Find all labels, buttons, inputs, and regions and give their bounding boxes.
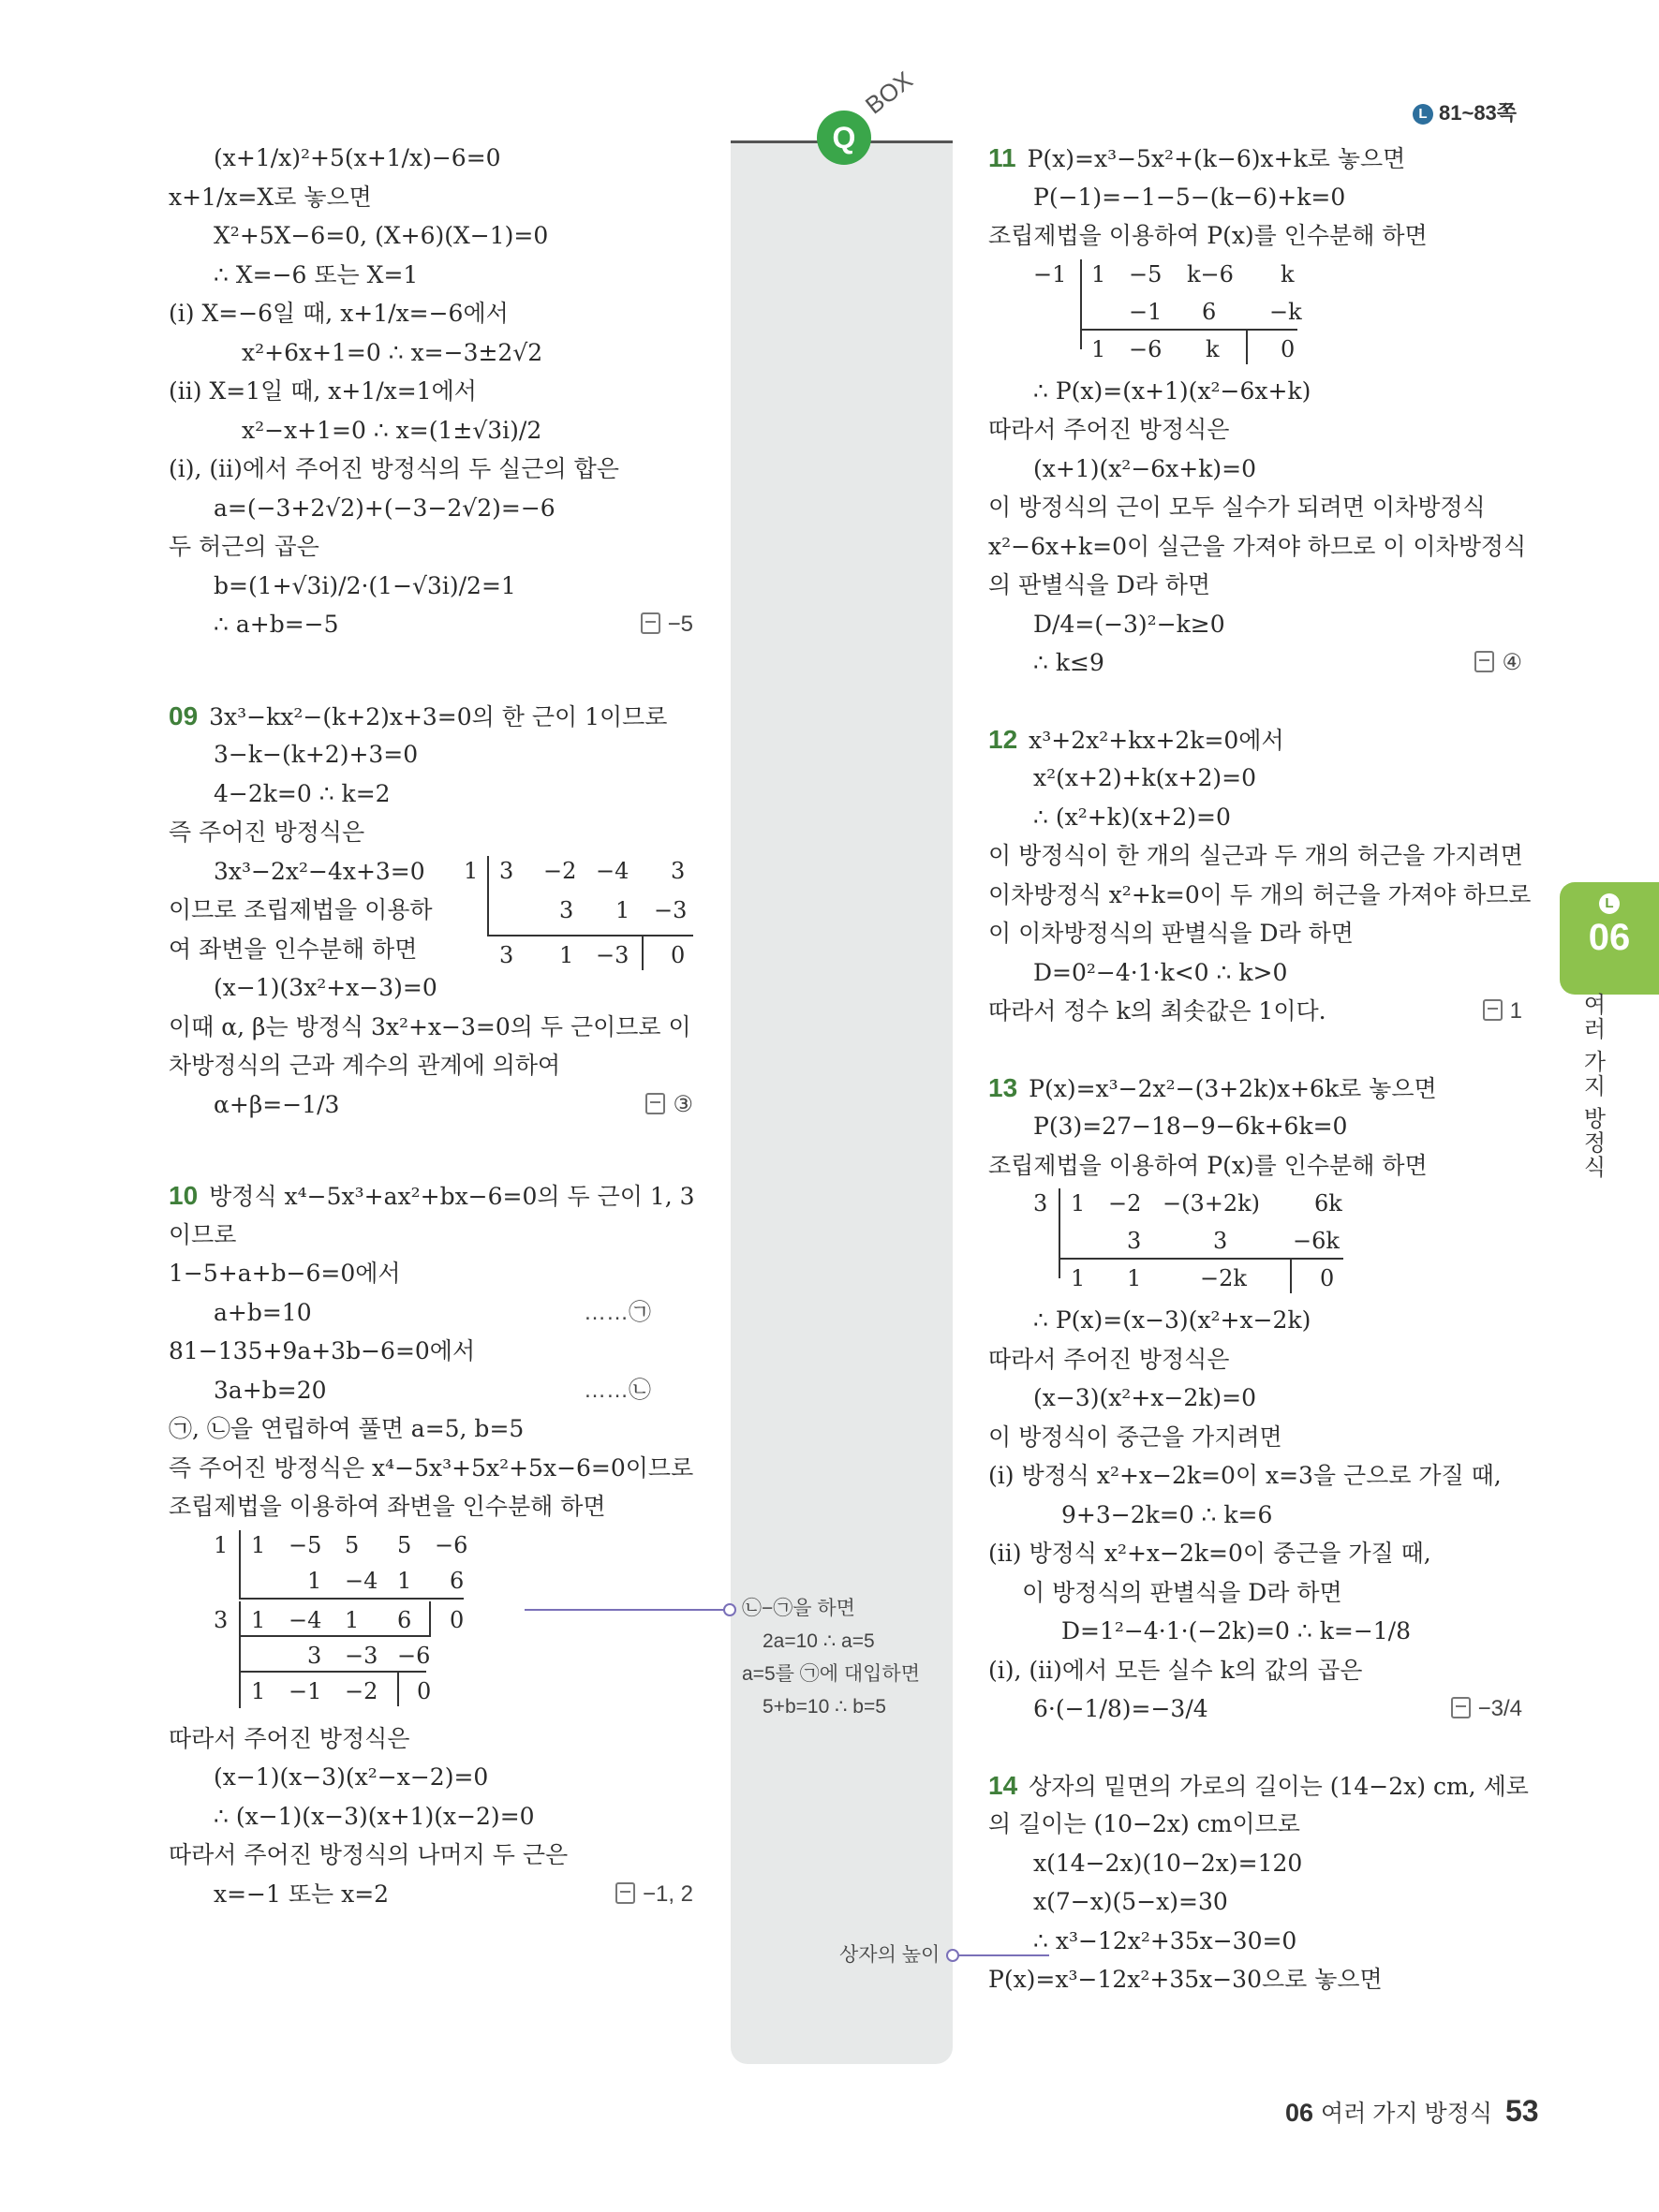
page-number: 53 <box>1505 2094 1539 2128</box>
equation-line: 3a+b=20 ……㉡ <box>169 1371 693 1410</box>
answer-mark: ④ <box>1474 643 1522 683</box>
text-line: 즉 주어진 방정식은 <box>169 818 365 846</box>
equation-line: x²+6x+1=0 ∴ x=−3±2√2 <box>242 338 543 366</box>
answer-line: ∴ a+b=−5 −5 <box>169 605 693 644</box>
text-line: 따라서 주어진 방정식의 나머지 두 근은 <box>169 1841 569 1868</box>
equation-line: ∴ (x−1)(x−3)(x+1)(x−2)=0 <box>214 1802 535 1830</box>
answer-mark: −1, 2 <box>615 1875 693 1914</box>
equation-line: x(7−x)(5−x)=30 <box>1033 1888 1228 1915</box>
problem-number: 13 <box>988 1072 1018 1102</box>
equation-line: ∴ X=−6 또는 X=1 <box>214 260 419 288</box>
text-line: 두 허근의 곱은 <box>169 533 319 560</box>
problem-13-statement: 13 P(x)=x³−2x²−(3+2k)x+6k로 놓으면 <box>988 1072 1437 1102</box>
equation-line: x²−x+1=0 ∴ x=(1±√3i)/2 <box>242 416 542 444</box>
left-column: (x+1/x)²+5(x+1/x)−6=0 x+1/x=X로 놓으면 X²+5X−6=0, (X+6)(X−1)=0 ∴ X=−6 또는 X=1 (i) X=−6일 때, x+1/x=−6에서 x²+6x+1=0 ∴ x=−3±2√2 (ii) X=1일 때, x+1/x=1에서 x²−x+1=0 ∴ x=(1±√3i)/2 (i), (ii)에서 주어진 방정식의 두 실근의 합은 a=(−3+2√2)+(−3−2√2)=−6 두 허근의 곱은 b=(1+√3i)/2·(1−√3i)/2=1 ∴ a+b=−5 −5 09 3x³−kx²−(k+2)x+3=0의 한 근이 1이므로 3−k−(k+2)+3=0 4−2k=0 ∴ k=2 즉 주어진 방정식은 3x³−2x²−4x+3=0 이므로 조립제법을 이용하 여 좌변을 인수분해 하면 (x−1)(3x²+x−3)=0 1 3 −2 −4 3 3 1 −3 3 1 −3 0 이때 α, β는 방정식 3x²+x−3=0의 두 근이므로 이 차방정식의 근과 계수의 관계에 의하여 α+β=−1/3 ③ 10 방정식 x⁴−5x³+ax²+bx−6=0의 두 근이 1, 3 이므로 1−5+a+b−6=0에서 a+b=10 ……㉠ 81−135+9a+3b−6=0에서 3a+b=20 ……㉡ ㉠, ㉡을 연립하여 풀면 a=5, b=5 즉 주어진 방정식은 x⁴−5x³+5x²+5x−6=0이므로 조립제법을 이용하여 좌변을 인수분해 하면 1 1 −5 5 5 −6 1 −4 1 6 3 1 −4 1 6 0 3 −3 −6 1 −1 −2 0 따라서 주어진 방정식은 (x−1)(x−3)(x²−x−2)=0 ∴ (x−1)(x−3)(x+1)(x−2)=0 따라서 주어진 방정식의 나머지 두 근은 x=−1 또는 x=2 −1, 2 <box>169 139 693 1913</box>
answer-icon <box>1474 651 1494 672</box>
problem-number: 09 <box>169 700 199 730</box>
answer-line: α+β=−1/3 ③ <box>169 1085 693 1125</box>
answer-icon <box>615 1882 635 1904</box>
lesson-badge-icon: L <box>1599 893 1620 914</box>
answer-mark: −3/4 <box>1451 1689 1522 1729</box>
answer-icon <box>645 1093 665 1114</box>
text-line: 조립제법을 이용하여 P(x)를 인수분해 하면 <box>988 222 1428 249</box>
text-line: 이 방정식의 근이 모두 실수가 되려면 이차방정식 <box>988 494 1486 521</box>
answer-mark: ③ <box>645 1085 693 1125</box>
problem-number: 11 <box>988 143 1016 172</box>
note-connector-dot <box>723 1603 736 1616</box>
equation-line: x²(x+2)+k(x+2)=0 <box>1033 764 1256 791</box>
text-line: 이므로 <box>169 1220 237 1248</box>
text-line: 의 판별식을 D라 하면 <box>988 571 1211 598</box>
lesson-badge-icon: L <box>1413 104 1433 125</box>
equation-line: b=(1+√3i)/2·(1−√3i)/2=1 <box>214 571 516 599</box>
equation-line: P(3)=27−18−9−6k+6k=0 <box>1033 1113 1348 1140</box>
problem-number: 10 <box>169 1181 199 1210</box>
qbox-sidebar <box>731 142 953 2064</box>
answer-mark: −5 <box>641 605 693 644</box>
equation-mark: ……㉡ <box>584 1377 651 1403</box>
equation-line: 4−2k=0 ∴ k=2 <box>214 779 391 807</box>
problem-number: 12 <box>988 724 1018 754</box>
text-line: 이 방정식의 판별식을 D라 하면 <box>1022 1578 1342 1606</box>
text-line: 따라서 주어진 방정식은 <box>169 1724 410 1752</box>
equation-line: D=1²−4·1·(−2k)=0 ∴ k=−1/8 <box>1061 1617 1412 1644</box>
equation-line: x(14−2x)(10−2x)=120 <box>1033 1849 1303 1877</box>
answer-icon <box>1451 1697 1471 1718</box>
text-line: 이때 α, β는 방정식 3x²+x−3=0의 두 근이므로 이 <box>169 1012 691 1040</box>
chapter-tab <box>1560 882 1659 995</box>
qbox-label: BOX <box>860 66 918 120</box>
equation-line: (x−3)(x²+x−2k)=0 <box>1033 1384 1256 1411</box>
footer-title: 여러 가지 방정식 <box>1321 2101 1492 2127</box>
text-line: 이므로 조립제법을 이용하 <box>169 896 433 923</box>
text-line: 조립제법을 이용하여 P(x)를 인수분해 하면 <box>988 1151 1428 1179</box>
equation-line: (x−1)(3x²+x−3)=0 <box>214 974 437 1001</box>
chapter-number: 06 <box>1588 917 1631 958</box>
chapter-side-label: 여러 가지 방정식 <box>1579 993 1605 1180</box>
equation-line: D=0²−4·1·k<0 ∴ k>0 <box>1033 958 1288 986</box>
text-line: (i), (ii)에서 모든 실수 k의 값의 곱은 <box>988 1656 1363 1684</box>
answer-line: x=−1 또는 x=2 −1, 2 <box>169 1875 693 1914</box>
text-line: x²−6x+k=0이 실근을 가져야 하므로 이 이차방정식 <box>988 532 1527 560</box>
problem-11-statement: 11 P(x)=x³−5x²+(k−6)x+k로 놓으면 <box>988 143 1406 172</box>
equation-line: (x−1)(x−3)(x²−x−2)=0 <box>214 1763 489 1791</box>
equation-line: 9+3−2k=0 ∴ k=6 <box>1061 1500 1273 1528</box>
equation-line: ∴ (x²+k)(x+2)=0 <box>1033 803 1231 831</box>
text-line: (i), (ii)에서 주어진 방정식의 두 실근의 합은 <box>169 455 619 482</box>
answer-line: 따라서 정수 k의 최솟값은 1이다. 1 <box>988 992 1522 1031</box>
text-line: (i) 방정식 x²+x−2k=0이 x=3을 근으로 가질 때, <box>988 1462 1502 1489</box>
equation-line: D/4=(−3)²−k≥0 <box>1033 610 1225 638</box>
equation-line: 3x³−2x²−4x+3=0 <box>214 857 425 885</box>
problem-09-statement: 09 3x³−kx²−(k+2)x+3=0의 한 근이 1이므로 <box>169 700 668 730</box>
equation-mark: ……㉠ <box>584 1299 651 1325</box>
text-line: 81−135+9a+3b−6=0에서 <box>169 1337 476 1364</box>
text-line: 조립제법을 이용하여 좌변을 인수분해 하면 <box>169 1493 606 1520</box>
equation-line: ∴ P(x)=(x+1)(x²−6x+k) <box>1033 376 1311 405</box>
text-line: (ii) 방정식 x²+x−2k=0이 중근을 가질 때, <box>988 1540 1431 1567</box>
text-line: 의 길이는 (10−2x) cm이므로 <box>988 1810 1300 1837</box>
right-column: 11 P(x)=x³−5x²+(k−6)x+k로 놓으면 P(−1)=−1−5−(k−6)+k=0 조립제법을 이용하여 P(x)를 인수분해 하면 −1 1 −5 k−6 k −1 6 −k 1 −6 k 0 ∴ P(x)=(x+1)(x²−6x+k) 따라서 주어진 방정식은 (x+1)(x²−6x+k)=0 이 방정식의 근이 모두 실수가 되려면 이차방정식 x²−6x+k=0이 실근을 가져야 하므로 이 이차방정식 의 판별식을 D라 하면 D/4=(−3)²−k≥0 ∴ k≤9 ④ 12 x³+2x²+kx+2k=0에서 x²(x+2)+k(x+2)=0 ∴ (x²+k)(x+2)=0 이 방정식이 한 개의 실근과 두 개의 허근을 가지려면 이차방정식 x²+k=0이 두 개의 허근을 가져야 하므로 이 이차방정식의 판별식을 D라 하면 D=0²−4·1·k<0 ∴ k>0 따라서 정수 k의 최솟값은 1이다. 1 13 P(x)=x³−2x²−(3+2k)x+6k로 놓으면 P(3)=27−18−9−6k+6k=0 조립제법을 이용하여 P(x)를 인수분해 하면 3 1 −2 −(3+2k) 6k 3 3 −6k 1 1 −2k 0 ∴ P(x)=(x−3)(x²+x−2k) 따라서 주어진 방정식은 (x−3)(x²+x−2k)=0 이 방정식이 중근을 가지려면 (i) 방정식 x²+x−2k=0이 x=3을 근으로 가질 때, 9+3−2k=0 ∴ k=6 (ii) 방정식 x²+x−2k=0이 중근을 가질 때, 이 방정식의 판별식을 D라 하면 D=1²−4·1·(−2k)=0 ∴ k=−1/8 (i), (ii)에서 모든 실수 k의 값의 곱은 6·(−1/8)=−3/4 −3/4 14 상자의 밑면의 가로의 길이는 (14−2x) cm, 세로 의 길이는 (10−2x) cm이므로 x(14−2x)(10−2x)=120 x(7−x)(5−x)=30 ∴ x³−12x²+35x−30=0 P(x)=x³−12x²+35x−30으로 놓으면 <box>988 139 1522 1999</box>
text-line: P(x)=x³−12x²+35x−30으로 놓으면 <box>988 1966 1383 1993</box>
equation-line: 3−k−(k+2)+3=0 <box>214 741 419 768</box>
text-line: 즉 주어진 방정식은 x⁴−5x³+5x²+5x−6=0이므로 <box>169 1453 694 1482</box>
answer-mark: 1 <box>1483 992 1522 1031</box>
problem-10-statement: 10 방정식 x⁴−5x³+ax²+bx−6=0의 두 근이 1, 3 <box>169 1181 695 1210</box>
equation-line: a=(−3+2√2)+(−3−2√2)=−6 <box>214 494 555 522</box>
equation-line: ∴ x³−12x²+35x−30=0 <box>1033 1926 1297 1954</box>
equation-line: a+b=10 ……㉠ <box>169 1293 693 1333</box>
text-line: 이차방정식 x²+k=0이 두 개의 허근을 가져야 하므로 <box>988 880 1532 908</box>
text-line: 차방정식의 근과 계수의 관계에 의하여 <box>169 1052 561 1079</box>
qbox-logo-icon: Q <box>817 111 871 165</box>
problem-12-statement: 12 x³+2x²+kx+2k=0에서 <box>988 724 1284 754</box>
text-line: 따라서 주어진 방정식은 <box>988 416 1230 443</box>
equation-line: X²+5X−6=0, (X+6)(X−1)=0 <box>214 222 549 249</box>
note-connector <box>525 1609 729 1611</box>
equation-line: P(−1)=−1−5−(k−6)+k=0 <box>1033 183 1346 211</box>
text-line: 1−5+a+b−6=0에서 <box>169 1260 401 1287</box>
answer-line: 6·(−1/8)=−3/4 −3/4 <box>988 1689 1522 1729</box>
problem-number: 14 <box>988 1770 1018 1800</box>
side-note-solve: ㉡−㉠을 하면 2a=10 ∴ a=5 a=5를 ㉠에 대입하면 5+b=10 ∴ b=5 <box>742 1598 921 1718</box>
answer-icon <box>1483 999 1503 1021</box>
text-line: 여 좌변을 인수분해 하면 <box>169 935 418 963</box>
page-footer <box>1285 2094 1539 2129</box>
text-line: 이 방정식이 중근을 가지려면 <box>988 1423 1282 1451</box>
answer-line: ∴ k≤9 ④ <box>988 643 1522 683</box>
problem-14-statement: 14 상자의 밑면의 가로의 길이는 (14−2x) cm, 세로 <box>988 1770 1529 1800</box>
text-line: ㉠, ㉡을 연립하여 풀면 a=5, b=5 <box>169 1415 525 1442</box>
equation-line: ∴ P(x)=(x−3)(x²+x−2k) <box>1033 1306 1311 1334</box>
text-line: 이 이차방정식의 판별식을 D라 하면 <box>988 920 1354 947</box>
text-line: x+1/x=X로 놓으면 <box>169 183 372 211</box>
text-line: 따라서 주어진 방정식은 <box>988 1345 1230 1373</box>
side-note-box-height: 상자의 높이 <box>839 1944 941 1966</box>
text-line: 이 방정식이 한 개의 실근과 두 개의 허근을 가지려면 <box>988 842 1523 869</box>
footer-chapter: 06 <box>1285 2099 1314 2127</box>
text-line: (ii) X=1일 때, x+1/x=1에서 <box>169 377 477 405</box>
page-reference: L 81~83쪽 <box>1413 97 1517 126</box>
answer-icon <box>641 612 660 634</box>
equation-line: (x+1/x)²+5(x+1/x)−6=0 <box>214 144 501 171</box>
text-line: (i) X=−6일 때, x+1/x=−6에서 <box>169 300 509 327</box>
equation-line: (x+1)(x²−6x+k)=0 <box>1033 454 1256 482</box>
